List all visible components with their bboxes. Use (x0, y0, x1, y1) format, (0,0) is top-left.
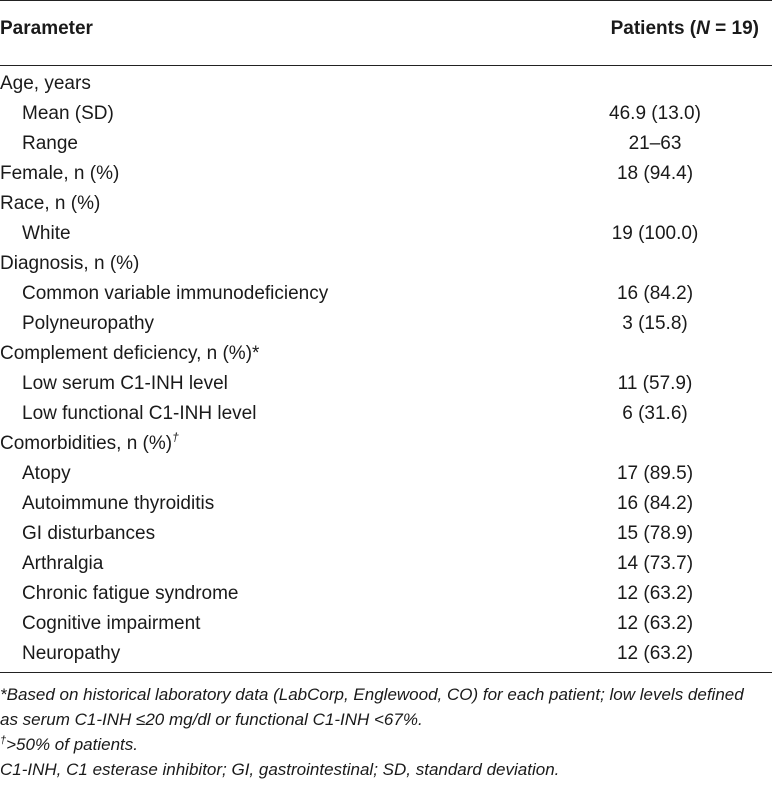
header-patients-n: N (696, 18, 710, 39)
row-label-text: GI disturbances (22, 523, 156, 544)
row-label (0, 253, 139, 275)
table-row (0, 280, 772, 310)
row-value: 46.9 (13.0) (609, 103, 701, 124)
row-label (22, 463, 71, 485)
row-value: 12 (63.2) (616, 583, 694, 604)
row-label-text: Arthralgia (22, 553, 104, 574)
row-label-text: Common variable immunodeficiency (22, 283, 329, 304)
row-value: 16 (84.2) (616, 493, 694, 514)
row-label-text: Autoimmune thyroiditis (22, 493, 215, 514)
row-label (0, 193, 100, 215)
row-label (22, 403, 256, 425)
table-row (0, 190, 772, 220)
row-label (22, 553, 103, 575)
header-rule (0, 65, 772, 66)
table-row (0, 430, 772, 460)
row-label-text: Cognitive impairment (22, 613, 201, 634)
row-label-text: Age, years (0, 73, 91, 94)
row-label (22, 373, 228, 395)
row-label-text: Polyneuropathy (22, 313, 155, 334)
table-row (0, 250, 772, 280)
row-label-text: Comorbidities, n (%) (0, 433, 173, 454)
row-value: 18 (94.4) (616, 163, 694, 184)
table-row (0, 580, 772, 610)
table-row (0, 370, 772, 400)
row-value: 19 (100.0) (611, 223, 699, 244)
footnotes (0, 682, 760, 782)
row-label-text: Mean (SD) (22, 103, 114, 124)
table-row (0, 610, 772, 640)
row-label (22, 103, 114, 125)
row-label-text: Neuropathy (22, 643, 121, 664)
table-row (0, 460, 772, 490)
table-row (0, 100, 772, 130)
table-header (0, 0, 772, 65)
row-label (22, 493, 214, 515)
footnote-abbreviations: C1-INH, C1 esterase inhibitor; GI, gastrointestinal; SD, standard deviation. (0, 760, 560, 779)
row-label (22, 313, 154, 335)
footnote-dagger-text: >50% of patients. (6, 735, 138, 754)
row-value: 21–63 (628, 133, 682, 154)
row-label-text: Complement deficiency, n (%)* (0, 343, 260, 364)
row-label-superscript: † (172, 430, 179, 445)
row-label (22, 223, 71, 245)
table-row (0, 160, 772, 190)
table-row (0, 70, 772, 100)
table-body (0, 70, 772, 670)
table-row (0, 640, 772, 670)
row-label (22, 283, 328, 305)
footnote-dagger-symbol: † (0, 734, 7, 747)
row-label-text: Race, n (%) (0, 193, 101, 214)
row-label-text: Low serum C1-INH level (22, 373, 228, 394)
row-label-text: Diagnosis, n (%) (0, 253, 140, 274)
table-row (0, 490, 772, 520)
header-patients-prefix: Patients ( (610, 18, 697, 39)
row-label (22, 643, 120, 665)
row-value: 3 (15.8) (622, 313, 688, 334)
row-label (22, 133, 78, 155)
table-row (0, 340, 772, 370)
footnote-dagger (0, 732, 760, 757)
row-label (22, 613, 200, 635)
table-row (0, 550, 772, 580)
row-label-text: Low functional C1-INH level (22, 403, 257, 424)
row-label (0, 163, 119, 185)
row-label (0, 343, 259, 365)
bottom-rule (0, 672, 772, 673)
row-value: 11 (57.9) (617, 373, 693, 394)
row-label (0, 73, 91, 95)
row-label-text: Chronic fatigue syndrome (22, 583, 239, 604)
row-label-text: Female, n (%) (0, 163, 120, 184)
row-value: 6 (31.6) (622, 403, 688, 424)
row-value: 12 (63.2) (616, 613, 694, 634)
row-value: 15 (78.9) (616, 523, 694, 544)
table-row (0, 220, 772, 250)
table-row (0, 130, 772, 160)
row-value: 12 (63.2) (616, 643, 694, 664)
row-value: 16 (84.2) (616, 283, 694, 304)
header-patients (611, 18, 759, 40)
row-label-text: White (22, 223, 71, 244)
header-parameter: Parameter (0, 18, 93, 39)
table-row (0, 310, 772, 340)
row-value: 17 (89.5) (616, 463, 694, 484)
footnote-asterisk: *Based on historical laboratory data (LabCorp, Englewood, CO) for each patient; low levels defined as serum C1-INH ≤20 mg/dl or functional C1-INH <67%. (0, 685, 744, 729)
row-label (0, 430, 179, 455)
row-label (22, 583, 239, 605)
row-label-text: Atopy (22, 463, 71, 484)
row-label (22, 523, 155, 545)
row-value: 14 (73.7) (616, 553, 694, 574)
header-patients-suffix: = 19) (709, 18, 759, 39)
row-label-text: Range (22, 133, 78, 154)
table-row (0, 520, 772, 550)
table-row (0, 400, 772, 430)
